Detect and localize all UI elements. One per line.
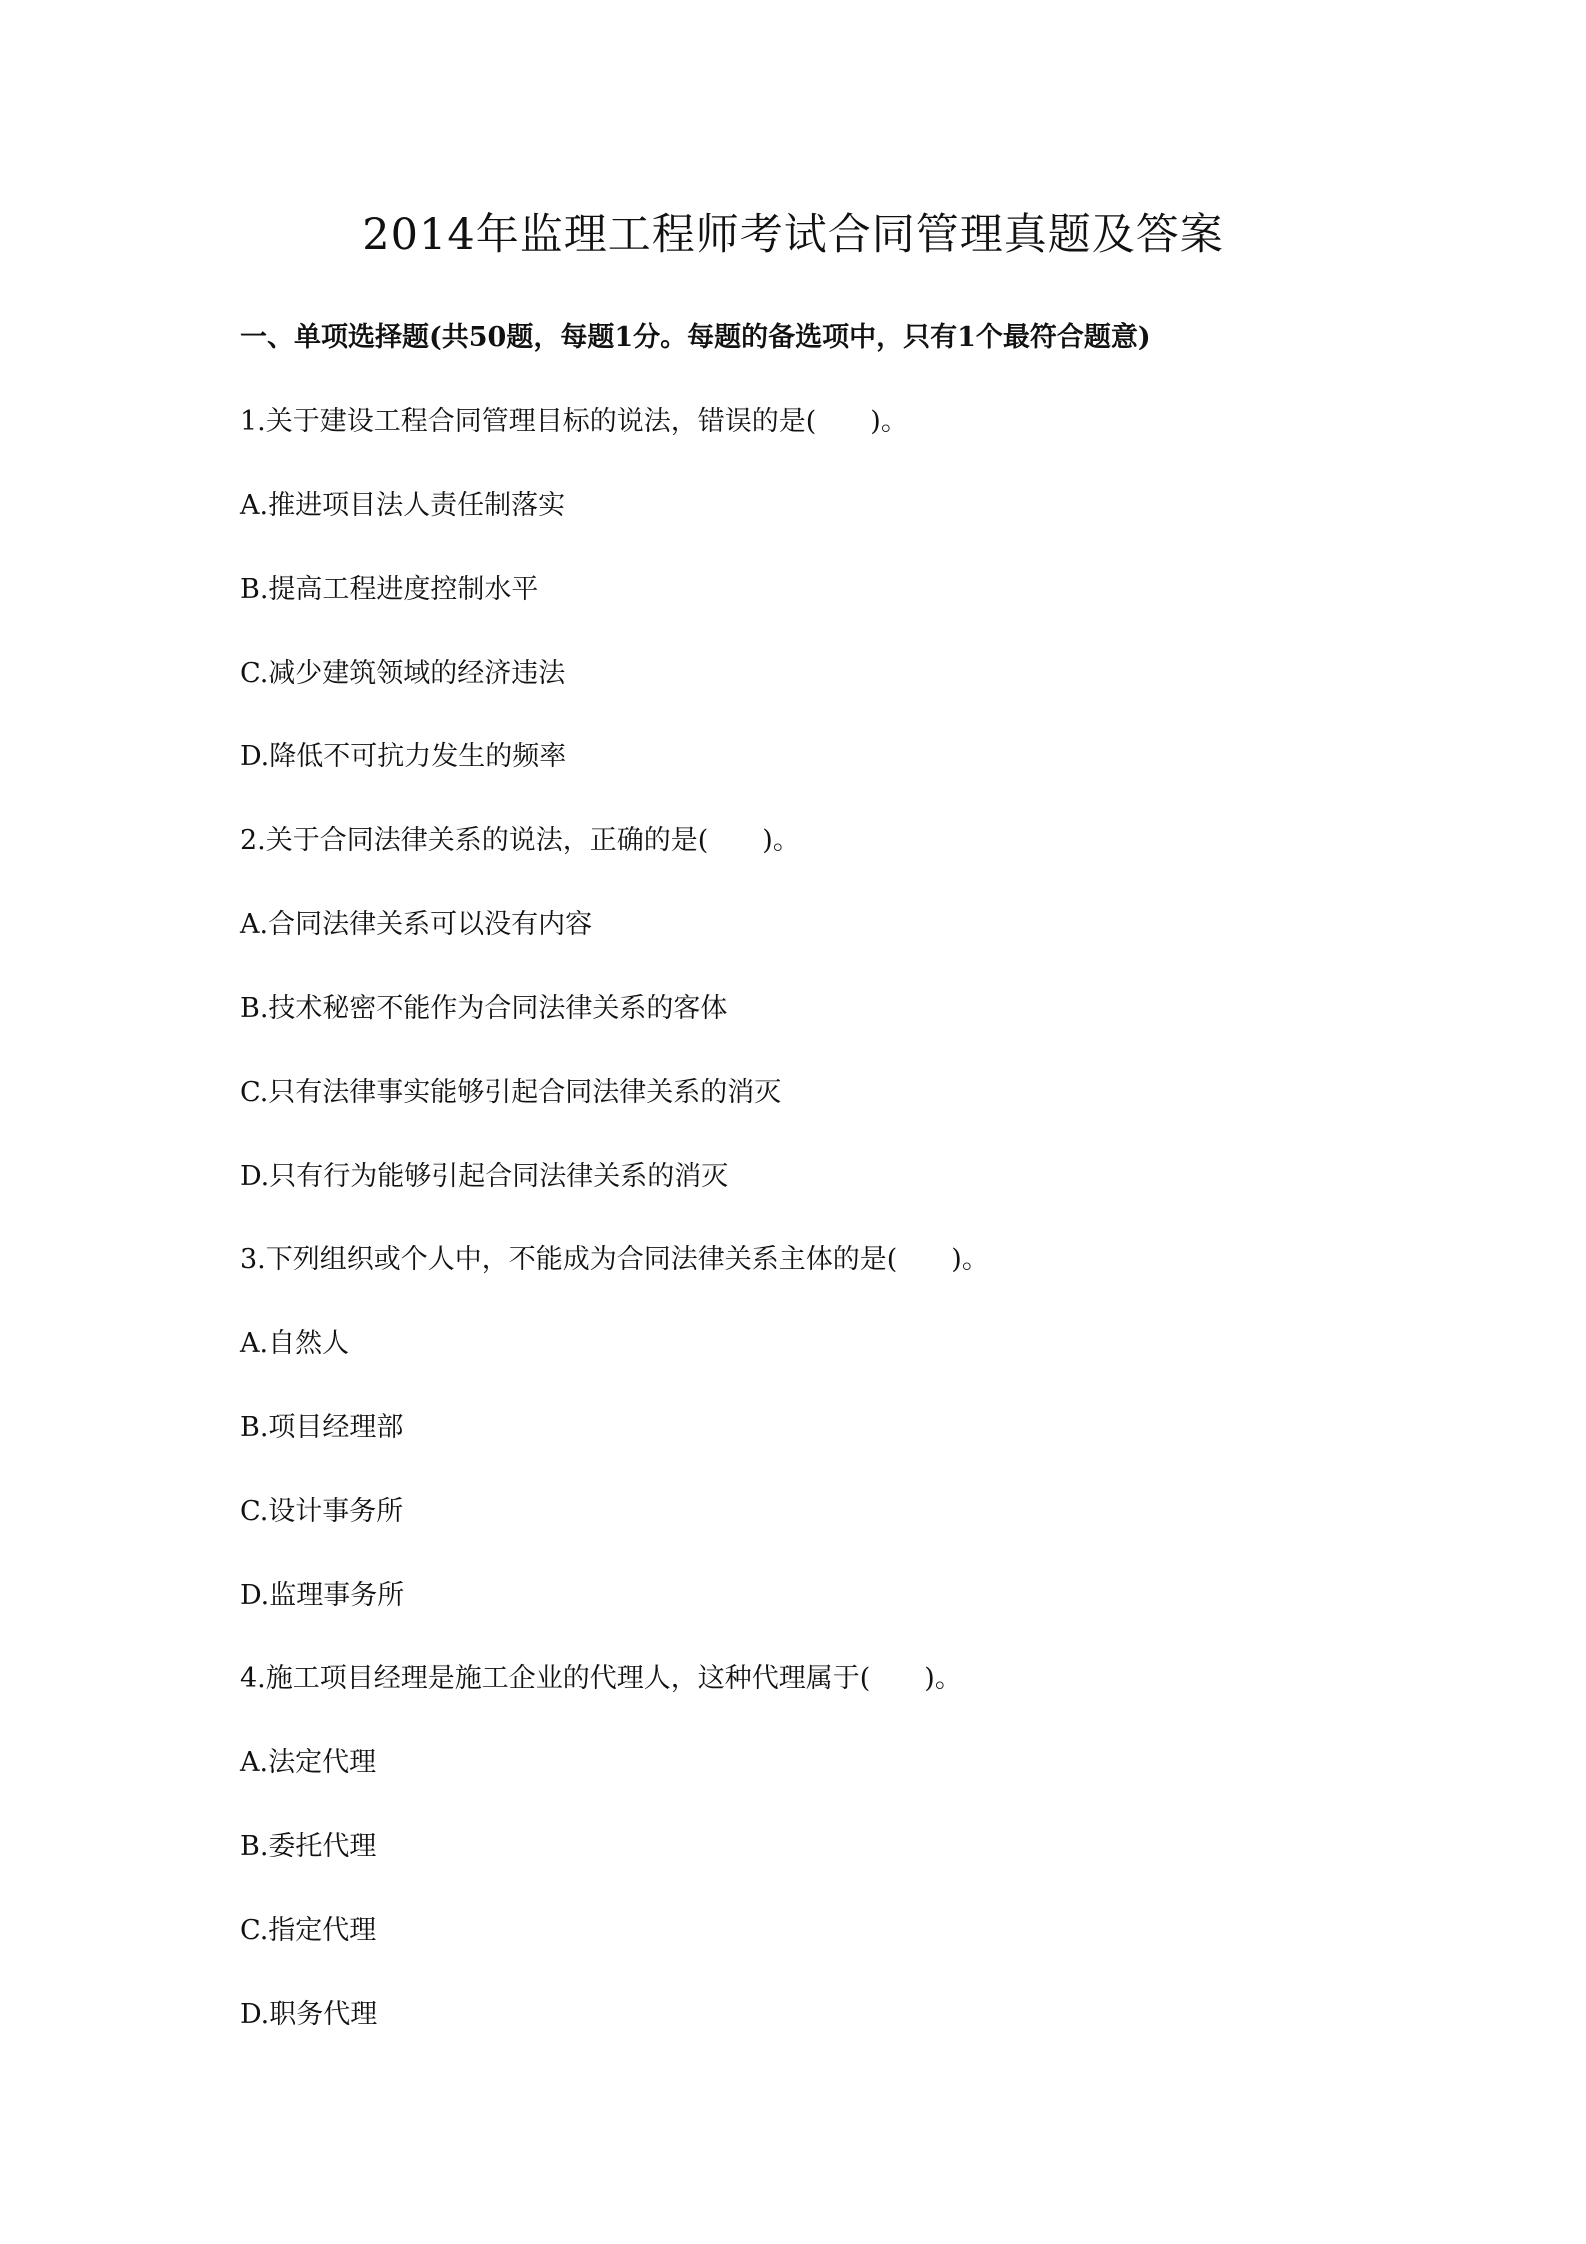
document-title: 2014年监理工程师考试合同管理真题及答案: [362, 210, 1224, 260]
question-1-option-a: A.推进项目法人责任制落实: [240, 490, 566, 521]
question-3-stem: 3.下列组织或个人中，不能成为合同法律关系主体的是( )。: [240, 1244, 989, 1275]
question-2-stem: 2.关于合同法律关系的说法，正确的是( )。: [240, 825, 800, 856]
question-2-option-a: A.合同法律关系可以没有内容: [240, 909, 593, 940]
question-4-stem: 4.施工项目经理是施工企业的代理人，这种代理属于( )。: [240, 1663, 962, 1694]
question-3-option-a: A.自然人: [240, 1328, 350, 1359]
question-2-option-d: D.只有行为能够引起合同法律关系的消灭: [240, 1161, 729, 1192]
question-4-option-b: B.委托代理: [240, 1831, 377, 1862]
question-1-option-b: B.提高工程进度控制水平: [240, 574, 539, 605]
section-heading: 一、单项选择题(共50题，每题1分。每题的备选项中，只有1个最符合题意): [240, 322, 1151, 353]
question-1-option-d: D.降低不可抗力发生的频率: [240, 741, 567, 772]
question-2-option-c: C.只有法律事实能够引起合同法律关系的消灭: [240, 1077, 782, 1108]
question-3-option-b: B.项目经理部: [240, 1412, 404, 1443]
question-1-option-c: C.减少建筑领域的经济违法: [240, 658, 566, 689]
question-3-option-d: D.监理事务所: [240, 1580, 405, 1611]
question-4-option-d: D.职务代理: [240, 1999, 378, 2030]
question-4-option-c: C.指定代理: [240, 1915, 377, 1946]
question-3-option-c: C.设计事务所: [240, 1496, 404, 1527]
question-2-option-b: B.技术秘密不能作为合同法律关系的客体: [240, 993, 728, 1024]
question-4-option-a: A.法定代理: [240, 1747, 377, 1778]
question-1-stem: 1.关于建设工程合同管理目标的说法，错误的是( )。: [240, 406, 908, 437]
